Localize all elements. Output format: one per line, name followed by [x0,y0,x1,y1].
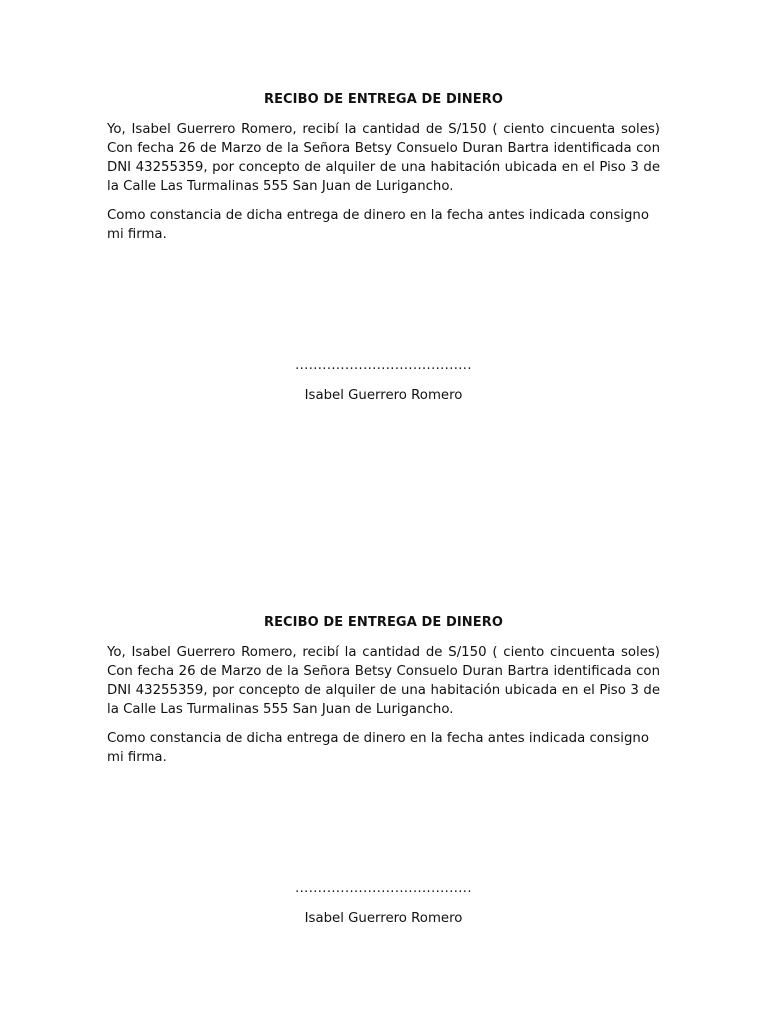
receipt-2 [107,613,660,926]
signature-line: ....................................... [295,881,472,896]
receipt-title: RECIBO DE ENTREGA DE DINERO [263,92,504,107]
signer-name: Isabel Guerrero Romero [304,388,463,403]
signer-name: Isabel Guerrero Romero [304,911,463,926]
receipt-body-paragraph: Yo, Isabel Guerrero Romero, recibí la cantidad de S/150 ( ciento cincuenta soles) Con fecha 26 de Marzo de la Señora Betsy Consuelo Duran Bartra identificada con DNI 43255359, por concepto de alquiler de una habitación ubicada en el Piso 3 de la Calle Las Turmalinas 555 San Juan de Lurigancho. [107,645,660,717]
receipt-body-paragraph: Yo, Isabel Guerrero Romero, recibí la cantidad de S/150 ( ciento cincuenta soles) Con fecha 26 de Marzo de la Señora Betsy Consuelo Duran Bartra identificada con DNI 43255359, por concepto de alquiler de una habitación ubicada en el Piso 3 de la Calle Las Turmalinas 555 San Juan de Lurigancho. [107,122,660,194]
signature-line: ....................................... [295,358,472,373]
signature-block [107,358,660,405]
signature-block [107,881,660,928]
constancia-paragraph: Como constancia de dicha entrega de dinero en la fecha antes indicada consigno mi firma. [107,731,649,765]
receipt-title: RECIBO DE ENTREGA DE DINERO [263,615,504,630]
receipt-1 [107,90,660,403]
constancia-paragraph: Como constancia de dicha entrega de dinero en la fecha antes indicada consigno mi firma. [107,208,649,242]
